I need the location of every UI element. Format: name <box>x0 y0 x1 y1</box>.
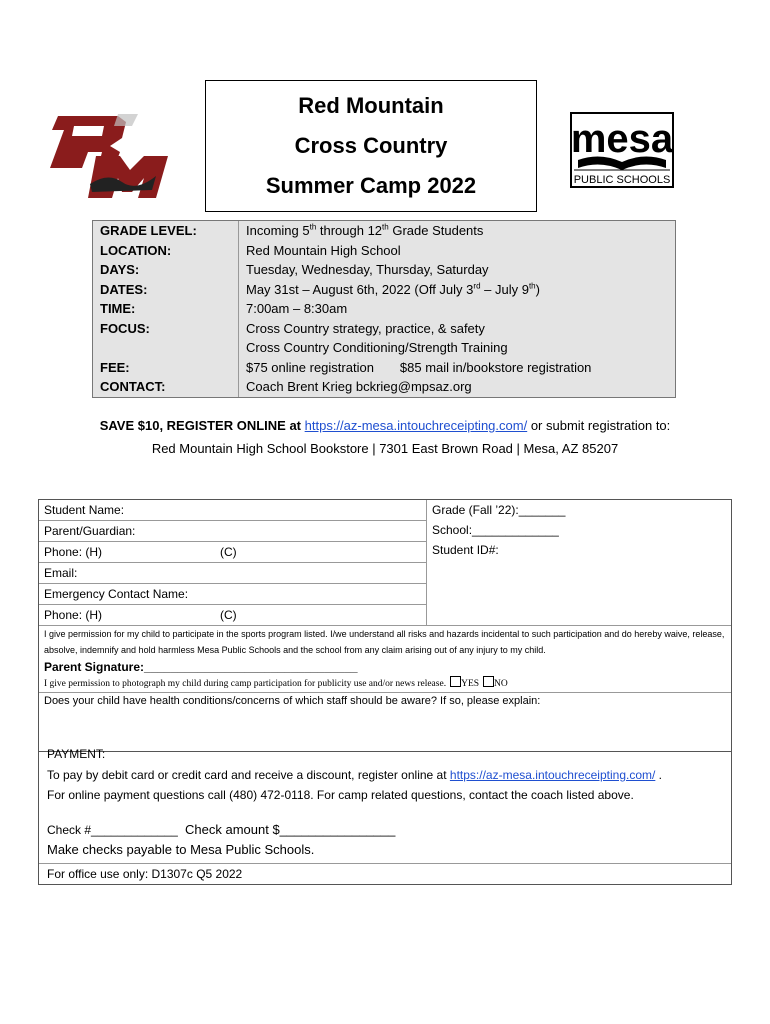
student-info-section <box>39 500 731 626</box>
camp-info-table <box>92 220 676 398</box>
bookstore-address: Red Mountain High School Bookstore | 7301 East Brown Road | Mesa, AZ 85207 <box>151 441 619 456</box>
focus-value-1: Cross Country strategy, practice, & safety <box>246 320 485 336</box>
student-id-field[interactable]: Student ID#: <box>432 543 499 557</box>
mesa-public-schools-logo <box>570 112 674 188</box>
office-use: For office use only: D1307c Q5 2022 <box>39 863 731 884</box>
time-value: 7:00am – 8:30am <box>246 301 348 316</box>
save-line <box>0 418 770 433</box>
title-line-1: Red Mountain <box>298 93 444 118</box>
title-line-3: Summer Camp 2022 <box>265 173 477 198</box>
days-value: Tuesday, Wednesday, Thursday, Saturday <box>246 262 489 277</box>
location-label: LOCATION: <box>100 242 172 258</box>
grade-label: GRADE LEVEL: <box>100 223 197 238</box>
no-checkbox[interactable] <box>483 676 494 687</box>
check-fields[interactable]: Check #_____________ Check amount $________________ <box>47 821 396 837</box>
focus-value-2: Cross Country Conditioning/Strength Training <box>246 340 508 355</box>
red-mountain-logo <box>48 112 170 200</box>
payment-section <box>38 742 732 885</box>
school-field[interactable]: School:_____________ <box>432 523 559 537</box>
save-suffix: or submit registration to: <box>530 418 671 433</box>
save-prefix: SAVE $10, REGISTER ONLINE at <box>99 418 302 433</box>
payment-questions: For online payment questions call (480) 472-0118. For camp related questions, contact the coach listed above. <box>47 788 634 802</box>
dates-label: DATES: <box>100 281 148 297</box>
days-label: DAYS: <box>100 262 140 277</box>
permission-section <box>39 626 731 693</box>
payment-online: To pay by debit card or credit card and receive a discount, register online at https://az-mesa.intouchreceipting.com/ . <box>47 767 663 782</box>
contact-value: Coach Brent Krieg bckrieg@mpsaz.org <box>246 379 472 394</box>
location-value: Red Mountain High School <box>246 242 401 258</box>
contact-label: CONTACT: <box>100 379 166 394</box>
yes-checkbox[interactable] <box>450 676 461 687</box>
payable-note: Make checks payable to Mesa Public Schools. <box>47 842 315 857</box>
time-label: TIME: <box>100 301 136 316</box>
fee-value: $75 online registration $85 mail in/bookstore registration <box>246 359 592 375</box>
title-line-2: Cross Country <box>294 133 448 158</box>
registration-form <box>38 499 732 752</box>
svg-text:PUBLIC SCHOOLS: PUBLIC SCHOOLS <box>573 174 671 186</box>
title-box <box>205 80 537 212</box>
payment-link[interactable]: https://az-mesa.intouchreceipting.com/ <box>449 767 656 782</box>
payment-heading: PAYMENT: <box>47 747 106 761</box>
student-name-field[interactable]: Student Name: <box>39 500 426 521</box>
dates-value: May 31st – August 6th, 2022 (Off July 3rd – July 9th) <box>246 281 540 297</box>
focus-label: FOCUS: <box>100 320 150 336</box>
email-field[interactable]: Email: <box>39 563 426 584</box>
emergency-phone-field[interactable]: Phone: (H) (C) <box>44 608 237 622</box>
emergency-contact-field[interactable]: Emergency Contact Name: <box>39 584 426 605</box>
svg-text:mesa: mesa <box>570 117 674 161</box>
phone-field[interactable]: Phone: (H) (C) <box>39 542 426 563</box>
health-question[interactable]: Does your child have health conditions/concerns of which staff should be aware? If so, please explain: <box>44 695 541 707</box>
register-link[interactable]: https://az-mesa.intouchreceipting.com/ <box>304 418 528 433</box>
parent-field[interactable]: Parent/Guardian: <box>39 521 426 542</box>
parent-signature-field[interactable]: Parent Signature:________________________________ <box>44 660 358 674</box>
photo-permission: I give permission to photograph my child during camp participation for publicity use and/or news release. YES NO <box>39 676 731 692</box>
fee-label: FEE: <box>100 359 130 375</box>
grade-field[interactable]: Grade (Fall ’22):_______ <box>432 503 566 517</box>
permission-text: I give permission for my child to participate in the sports program listed. I/we understand all risks and hazards incidental to such participation and do hereby waive, release, absolve, indemnify and hold harmless Mesa Public Schools and the school from any claim arising out of any injury to my child. <box>44 629 725 655</box>
grade-value: Incoming 5th through 12th Grade Students <box>246 222 484 238</box>
